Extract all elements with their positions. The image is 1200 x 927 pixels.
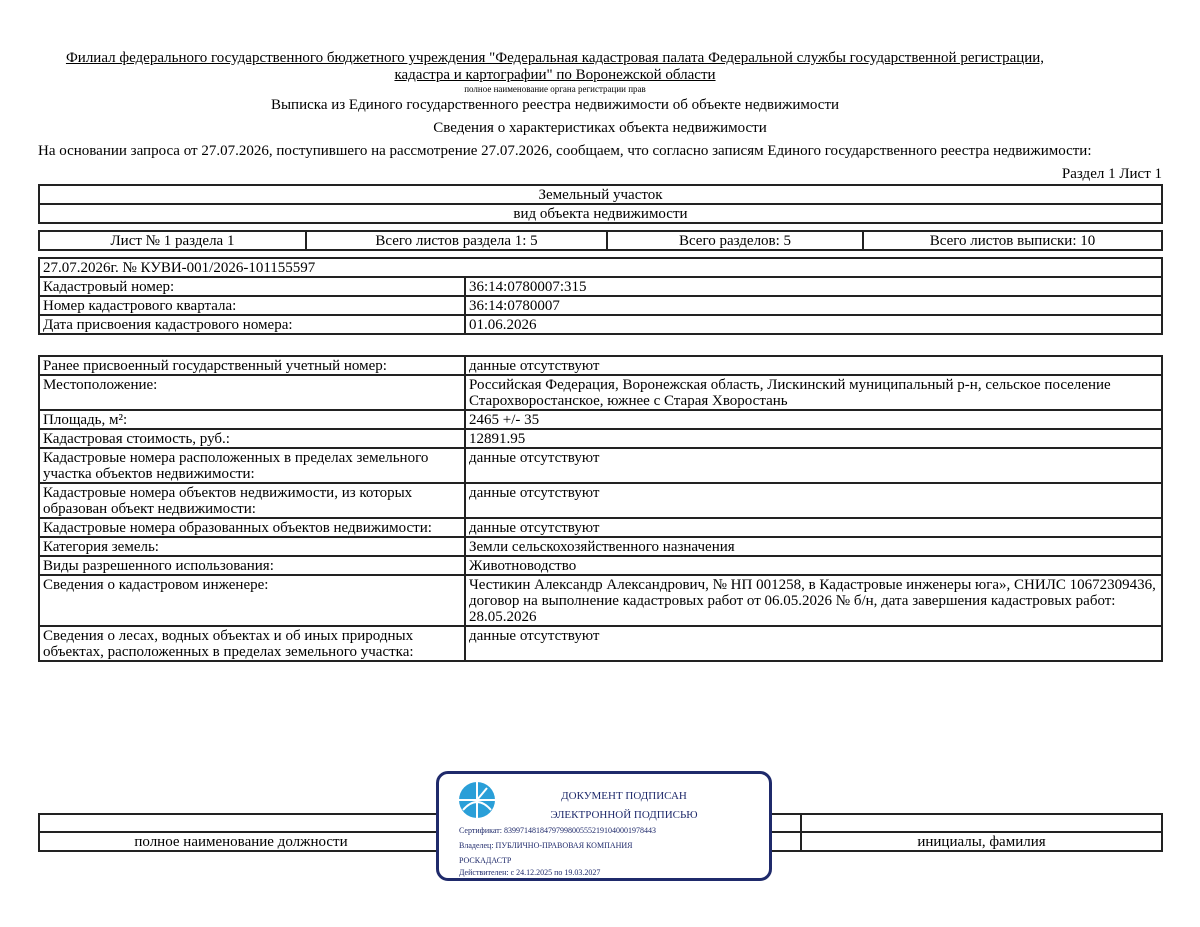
detail-value: Животноводство (465, 556, 1162, 575)
total-sections: Всего разделов: 5 (607, 231, 863, 250)
object-kind-value: Земельный участок (39, 185, 1162, 204)
table-row (39, 537, 1162, 556)
section-sheet-label: Раздел 1 Лист 1 (1061, 166, 1162, 182)
stamp-validity: Действителен: с 24.12.2025 по 19.03.2027 (459, 868, 601, 877)
position-caption: полное наименование должности (39, 832, 443, 851)
cadastral-number-value: 36:14:0780007:315 (465, 277, 1162, 296)
table-row (39, 315, 1162, 334)
cadastral-quarter-label: Номер кадастрового квартала: (39, 296, 465, 315)
stamp-owner: Владелец: ПУБЛИЧНО-ПРАВОВАЯ КОМПАНИЯ (459, 841, 633, 850)
detail-label: Сведения о лесах, водных объектах и об иных природных объектах, расположенных в пределах земельного участка: (39, 626, 465, 661)
detail-value: данные отсутствуют (465, 356, 1162, 375)
object-kind-caption: вид объекта недвижимости (39, 204, 1162, 223)
detail-label: Площадь, м²: (39, 410, 465, 429)
object-kind-table (38, 184, 1163, 224)
stamp-line1: ДОКУМЕНТ ПОДПИСАН (561, 790, 687, 802)
identification-table (38, 257, 1163, 335)
detail-value: Честикин Александр Александрович, № НП 001258, в Кадастровые инженеры юга», СНИЛС 10672309436, договор на выполнение кадастровых работ от 06.05.2026 № б/н, дата завершения кадастровых работ: 28.05.2026 (465, 575, 1162, 626)
sheets-table (38, 230, 1163, 251)
document-subtitle: Сведения о характеристиках объекта недвижимости (433, 120, 767, 136)
detail-value: данные отсутствуют (465, 448, 1162, 483)
assignment-date-label: Дата присвоения кадастрового номера: (39, 315, 465, 334)
document-title: Выписка из Единого государственного реестра недвижимости об объекте недвижимости (270, 97, 840, 113)
detail-label: Ранее присвоенный государственный учетный номер: (39, 356, 465, 375)
detail-label: Сведения о кадастровом инженере: (39, 575, 465, 626)
detail-label: Кадастровые номера объектов недвижимости, из которых образован объект недвижимости: (39, 483, 465, 518)
detail-label: Кадастровые номера расположенных в пределах земельного участка объектов недвижимости: (39, 448, 465, 483)
e-signature-stamp (436, 771, 772, 881)
total-section-sheets: Всего листов раздела 1: 5 (306, 231, 607, 250)
document-number: 27.07.2026г. № КУВИ-001/2026-101155597 (39, 258, 1162, 277)
request-basis: На основании запроса от 27.07.2026, поступившего на рассмотрение 27.07.2026, сообщаем, что согласно записям Единого государственного реестра недвижимости: (38, 143, 1092, 159)
stamp-certificate: Сертификат: 8399714818479799800555219104000197844З (459, 826, 656, 835)
detail-value: Земли сельскохозяйственного назначения (465, 537, 1162, 556)
detail-value: данные отсутствуют (465, 483, 1162, 518)
table-row (39, 277, 1162, 296)
detail-label: Кадастровая стоимость, руб.: (39, 429, 465, 448)
table-row (39, 356, 1162, 375)
organization-caption: полное наименование органа регистрации прав (464, 84, 646, 94)
assignment-date-value: 01.06.2026 (465, 315, 1162, 334)
table-row (39, 448, 1162, 483)
detail-value: данные отсутствуют (465, 518, 1162, 537)
organization-name-line2: кадастра и картографии" по Воронежской области (394, 67, 716, 83)
table-row (39, 575, 1162, 626)
name-caption: инициалы, фамилия (801, 832, 1162, 851)
cadastral-quarter-value: 36:14:0780007 (465, 296, 1162, 315)
detail-label: Категория земель: (39, 537, 465, 556)
table-row (39, 296, 1162, 315)
organization-name-line1: Филиал федерального государственного бюджетного учреждения "Федеральная кадастровая палата Федеральной службы государственной регистрации, (65, 50, 1045, 66)
table-row (39, 375, 1162, 410)
total-extract-sheets: Всего листов выписки: 10 (863, 231, 1162, 250)
sheet-number: Лист № 1 раздела 1 (39, 231, 306, 250)
detail-label: Местоположение: (39, 375, 465, 410)
table-row (39, 429, 1162, 448)
stamp-owner-name: РОСКАДАСТР (459, 856, 512, 865)
detail-value: 2465 +/- 35 (465, 410, 1162, 429)
details-table (38, 355, 1163, 662)
stamp-line2: ЭЛЕКТРОННОЙ ПОДПИСЬЮ (550, 809, 698, 821)
detail-value: Российская Федерация, Воронежская область, Лискинский муниципальный р-н, сельское поселение Старохворостанское, южнее с Старая Хворостань (465, 375, 1162, 410)
organization-name (0, 50, 1110, 84)
table-row (39, 483, 1162, 518)
table-row (39, 556, 1162, 575)
cadastral-number-label: Кадастровый номер: (39, 277, 465, 296)
detail-label: Виды разрешенного использования: (39, 556, 465, 575)
table-row (39, 410, 1162, 429)
table-row (39, 518, 1162, 537)
detail-value: 12891.95 (465, 429, 1162, 448)
table-row (39, 626, 1162, 661)
detail-value: данные отсутствуют (465, 626, 1162, 661)
detail-label: Кадастровые номера образованных объектов недвижимости: (39, 518, 465, 537)
